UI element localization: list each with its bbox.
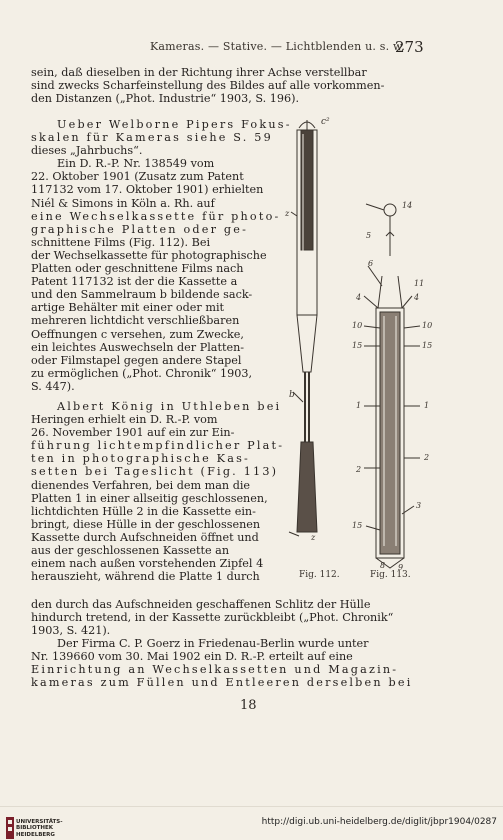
figure-112-drawing [283,112,353,582]
library-logo [6,815,66,839]
text-line: 117132 vom 17. Oktober 1901) erhielten [31,183,264,197]
text-line: Platten 1 in einer allseitig geschlossenen, [31,491,268,505]
text-line: kameras zum Füllen und Entleeren derselben bei [31,676,413,690]
running-title: Kameras. — Stative. — Lichtblenden u. s. w. [150,40,406,53]
text-line: zu ermöglichen („Phot. Chronik“ 1903, [31,366,253,380]
signature-number: 18 [240,698,257,713]
text-line: Platten oder geschnittene Films nach [31,262,244,276]
library-seal-icon [6,817,14,839]
text-line: artige Behälter mit einer oder mit [31,301,225,315]
text-line: Der Firma C. P. Goerz in Friedenau-Berlin wurde unter [57,637,369,650]
paragraph-4 [31,598,431,637]
text-line: Ein D. R.-P. Nr. 138549 vom [57,157,215,171]
text-line: Kassette durch Aufschneiden öffnet und [31,530,259,544]
text-line: 22. Oktober 1901 (Zusatz zum Patent [31,170,244,184]
figure-112-label: b [289,390,295,400]
text-line: Oeffnungen c versehen, zum Zwecke, [31,327,244,341]
figure-113-label: 1 [356,401,362,410]
figure-112-caption: Fig. 112. [299,570,340,580]
text-line: Nr. 139660 vom 30. Mai 1902 ein D. R.-P. erteilt auf eine [31,650,353,664]
text-line: schnittene Films (Fig. 112). Bei [31,235,211,249]
text-line: 26. November 1901 auf ein zur Ein- [31,426,235,440]
text-line: sein, daß dieselben in der Richtung ihrer Achse verstellbar [31,66,367,79]
digitization-footer [0,806,503,840]
figure-113-label: 8 [380,561,386,570]
text-line: herauszieht, während die Platte 1 durch [31,570,260,584]
paragraph-2 [31,118,292,393]
text-line: lichtdichten Hülle 2 in die Kassette ein- [31,504,256,518]
text-line: ten in photographische Kas- [31,452,251,466]
text-line: dieses „Jahrbuchs“. [31,144,143,158]
text-line: einem nach außen vorstehenden Zipfel 4 [31,557,264,571]
figure-113-label: 5 [366,231,372,240]
text-line: den Distanzen („Phot. Industrie“ 1903, S. 196). [31,92,300,106]
text-line: Heringen erhielt ein D. R.-P. vom [31,413,218,427]
figure-112-label: z [285,209,290,218]
figure-113-label: 15 [422,341,433,350]
text-line: führung lichtempfindlicher Plat- [31,439,285,453]
figure-113-label: 4 [356,293,362,302]
text-line: der Wechselkassette für photographische [31,248,267,262]
text-line: den durch das Aufschneiden geschaffenen Schlitz der Hülle [31,598,371,611]
text-line: Ueber Welborne Pipers Fokus- [57,118,292,131]
text-line: Einrichtung an Wechselkassetten und Magazin- [31,663,399,677]
figure-113-label: 10 [422,321,433,330]
figure-113-label: 2 [356,465,362,474]
figure-113-label: 3 [416,501,422,510]
figure-113-label: 6 [368,259,374,268]
figure-113-label: 15 [352,521,363,530]
figure-112-label: z [311,533,316,542]
text-line: ein leichtes Auswechseln der Platten- [31,340,245,354]
page-number: 273 [395,38,424,56]
figure-113-label: 10 [352,321,363,330]
paragraph-3 [31,400,287,583]
text-line: dienendes Verfahren, bei dem man die [31,478,251,492]
text-line: setten bei Tageslicht (Fig. 113) [31,465,279,479]
text-line: Patent 117132 ist der die Kassette a [31,275,238,289]
figure-113-label: 2 [424,453,430,462]
text-line: und den Sammelraum b bildende sack- [31,288,253,302]
figure-113-drawing [352,196,438,572]
permalink-url[interactable]: http://digi.ub.uni-heidelberg.de/diglit/jbpr1904/0287 [261,817,497,827]
text-line: oder Filmstapel gegen andere Stapel [31,353,242,367]
text-line: bringt, diese Hülle in der geschlossenen [31,517,261,531]
text-line: 1903, S. 421). [31,624,111,638]
library-logo-text: UNIVERSITÄTS- BIBLIOTHEK HEIDELBERG [16,819,63,838]
figure-113-label: 15 [352,341,363,350]
text-line: S. 447). [31,379,75,393]
figure-113-label: 11 [414,279,425,288]
figure-113-label: 14 [402,201,413,210]
text-line: sind zwecks Scharfeinstellung des Bildes auf alle vorkommen- [31,79,385,93]
text-line: skalen für Kameras siehe S. 59 [31,131,273,145]
text-line: hindurch tretend, in der Kassette zurückbleibt („Phot. Chronik“ [31,611,394,625]
figure-113-label: 9 [398,563,404,572]
text-line: Niél & Simons in Köln a. Rh. auf [31,196,215,210]
figure-113-label: 4 [414,293,420,302]
text-line: eine Wechselkassette für photo- [31,209,281,223]
figure-113-label: 1 [424,401,430,410]
figure-113-caption: Fig. 113. [370,570,411,580]
text-line: mehreren lichtdicht verschließbaren [31,314,240,328]
figure-112-label: c² [321,117,330,127]
paragraph-1 [31,66,431,105]
paragraph-5 [31,637,431,689]
running-head [0,38,503,56]
text-line: graphische Platten oder ge- [31,222,249,236]
text-line: Albert König in Uthleben bei [57,400,282,413]
text-line: aus der geschlossenen Kassette an [31,544,230,558]
